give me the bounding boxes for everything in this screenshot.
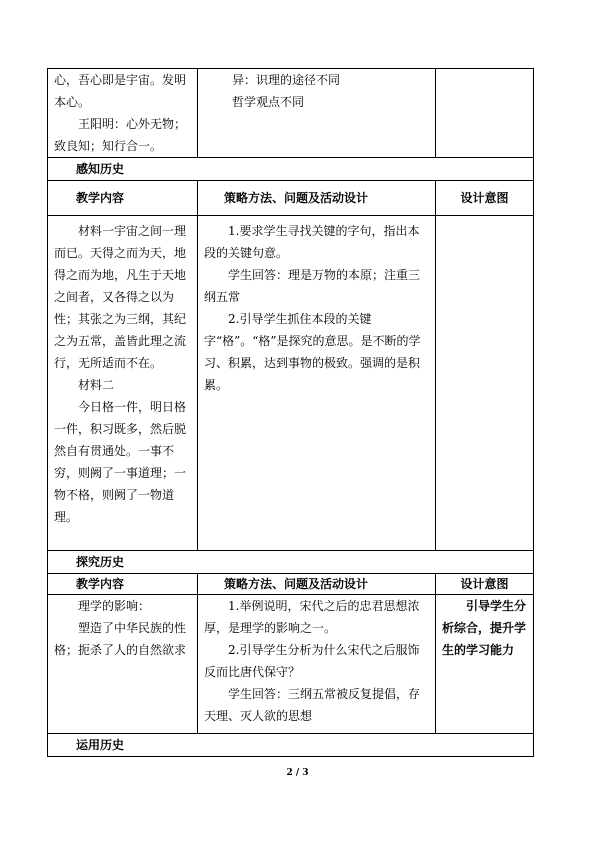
paragraph: 1.要求学生寻找关键的字句，指出本段的关键句意。 xyxy=(204,224,420,260)
paragraph: 学生回答：理是万物的本原；注重三纲五常 xyxy=(204,268,421,304)
page-number: 2 / 3 xyxy=(286,768,309,778)
paragraph: 哲学观点不同 xyxy=(232,95,305,109)
header-content: 教学内容 xyxy=(48,181,198,216)
cell-method xyxy=(198,595,436,734)
paragraph: 1.举例说明，宋代之后的忠君思想浓厚，是理学的影响之一。 xyxy=(204,599,420,635)
paragraph: 2.引导学生分析为什么宋代之后服饰反而比唐代保守？ xyxy=(204,643,420,679)
cell-method xyxy=(198,69,436,158)
paragraph: 材料一宇宙之间一理而已。天得之而为天，地得之而为地，凡生于天地之间者，又各得之以为性；其张之为三纲，其纪之为五常，盖皆此理之流行，无所适而不在。 xyxy=(54,224,187,370)
paragraph: 王阳明：心外无物；致良知；知行合一。 xyxy=(54,117,187,153)
paragraph: 材料二 xyxy=(78,378,115,392)
section-title: 运用历史 xyxy=(48,734,534,757)
table-row xyxy=(48,216,534,551)
header-method: 策略方法、问题及活动设计 xyxy=(198,181,436,216)
lesson-plan-document xyxy=(47,68,533,757)
paragraph: 引导学生分析综合，提升学生的学习能力 xyxy=(442,599,527,657)
header-intent: 设计意图 xyxy=(436,574,534,595)
cell-content xyxy=(48,216,198,551)
header-intent: 设计意图 xyxy=(436,181,534,216)
section-row xyxy=(48,158,534,181)
cell-content xyxy=(48,69,198,158)
paragraph: 学生回答：三纲五常被反复提倡，存天理、灭人欲的思想 xyxy=(204,687,421,723)
section-title: 感知历史 xyxy=(48,158,534,181)
paragraph: 异：识理的途径不同 xyxy=(232,73,341,87)
section-row xyxy=(48,734,534,757)
paragraph: 心，吾心即是宇宙。发明本心。 xyxy=(54,73,187,109)
cell-intent xyxy=(436,69,534,158)
header-content: 教学内容 xyxy=(48,574,198,595)
cell-intent xyxy=(436,595,534,734)
cell-intent xyxy=(436,216,534,551)
paragraph: 理学的影响： xyxy=(78,599,151,613)
paragraph: 塑造了中华民族的性格；扼杀了人的自然欲求 xyxy=(54,621,187,657)
table-row xyxy=(48,595,534,734)
header-method: 策略方法、问题及活动设计 xyxy=(198,574,436,595)
header-row xyxy=(48,574,534,595)
paragraph: 2.引导学生抓住本段的关键字“格”。“格”是探究的意思。是不断的学习、积累，达到事物的极致。强调的是积累。 xyxy=(204,312,421,392)
cell-method xyxy=(198,216,436,551)
section-row xyxy=(48,551,534,574)
cell-content xyxy=(48,595,198,734)
header-row xyxy=(48,181,534,216)
paragraph: 今日格一件，明日格一件，积习既多，然后脱然自有贯通处。一事不穷，则阙了一事道理；一物不格，则阙了一物道理。 xyxy=(54,400,187,524)
lesson-plan-table xyxy=(47,68,534,757)
section-title: 探究历史 xyxy=(48,551,534,574)
table-row xyxy=(48,69,534,158)
